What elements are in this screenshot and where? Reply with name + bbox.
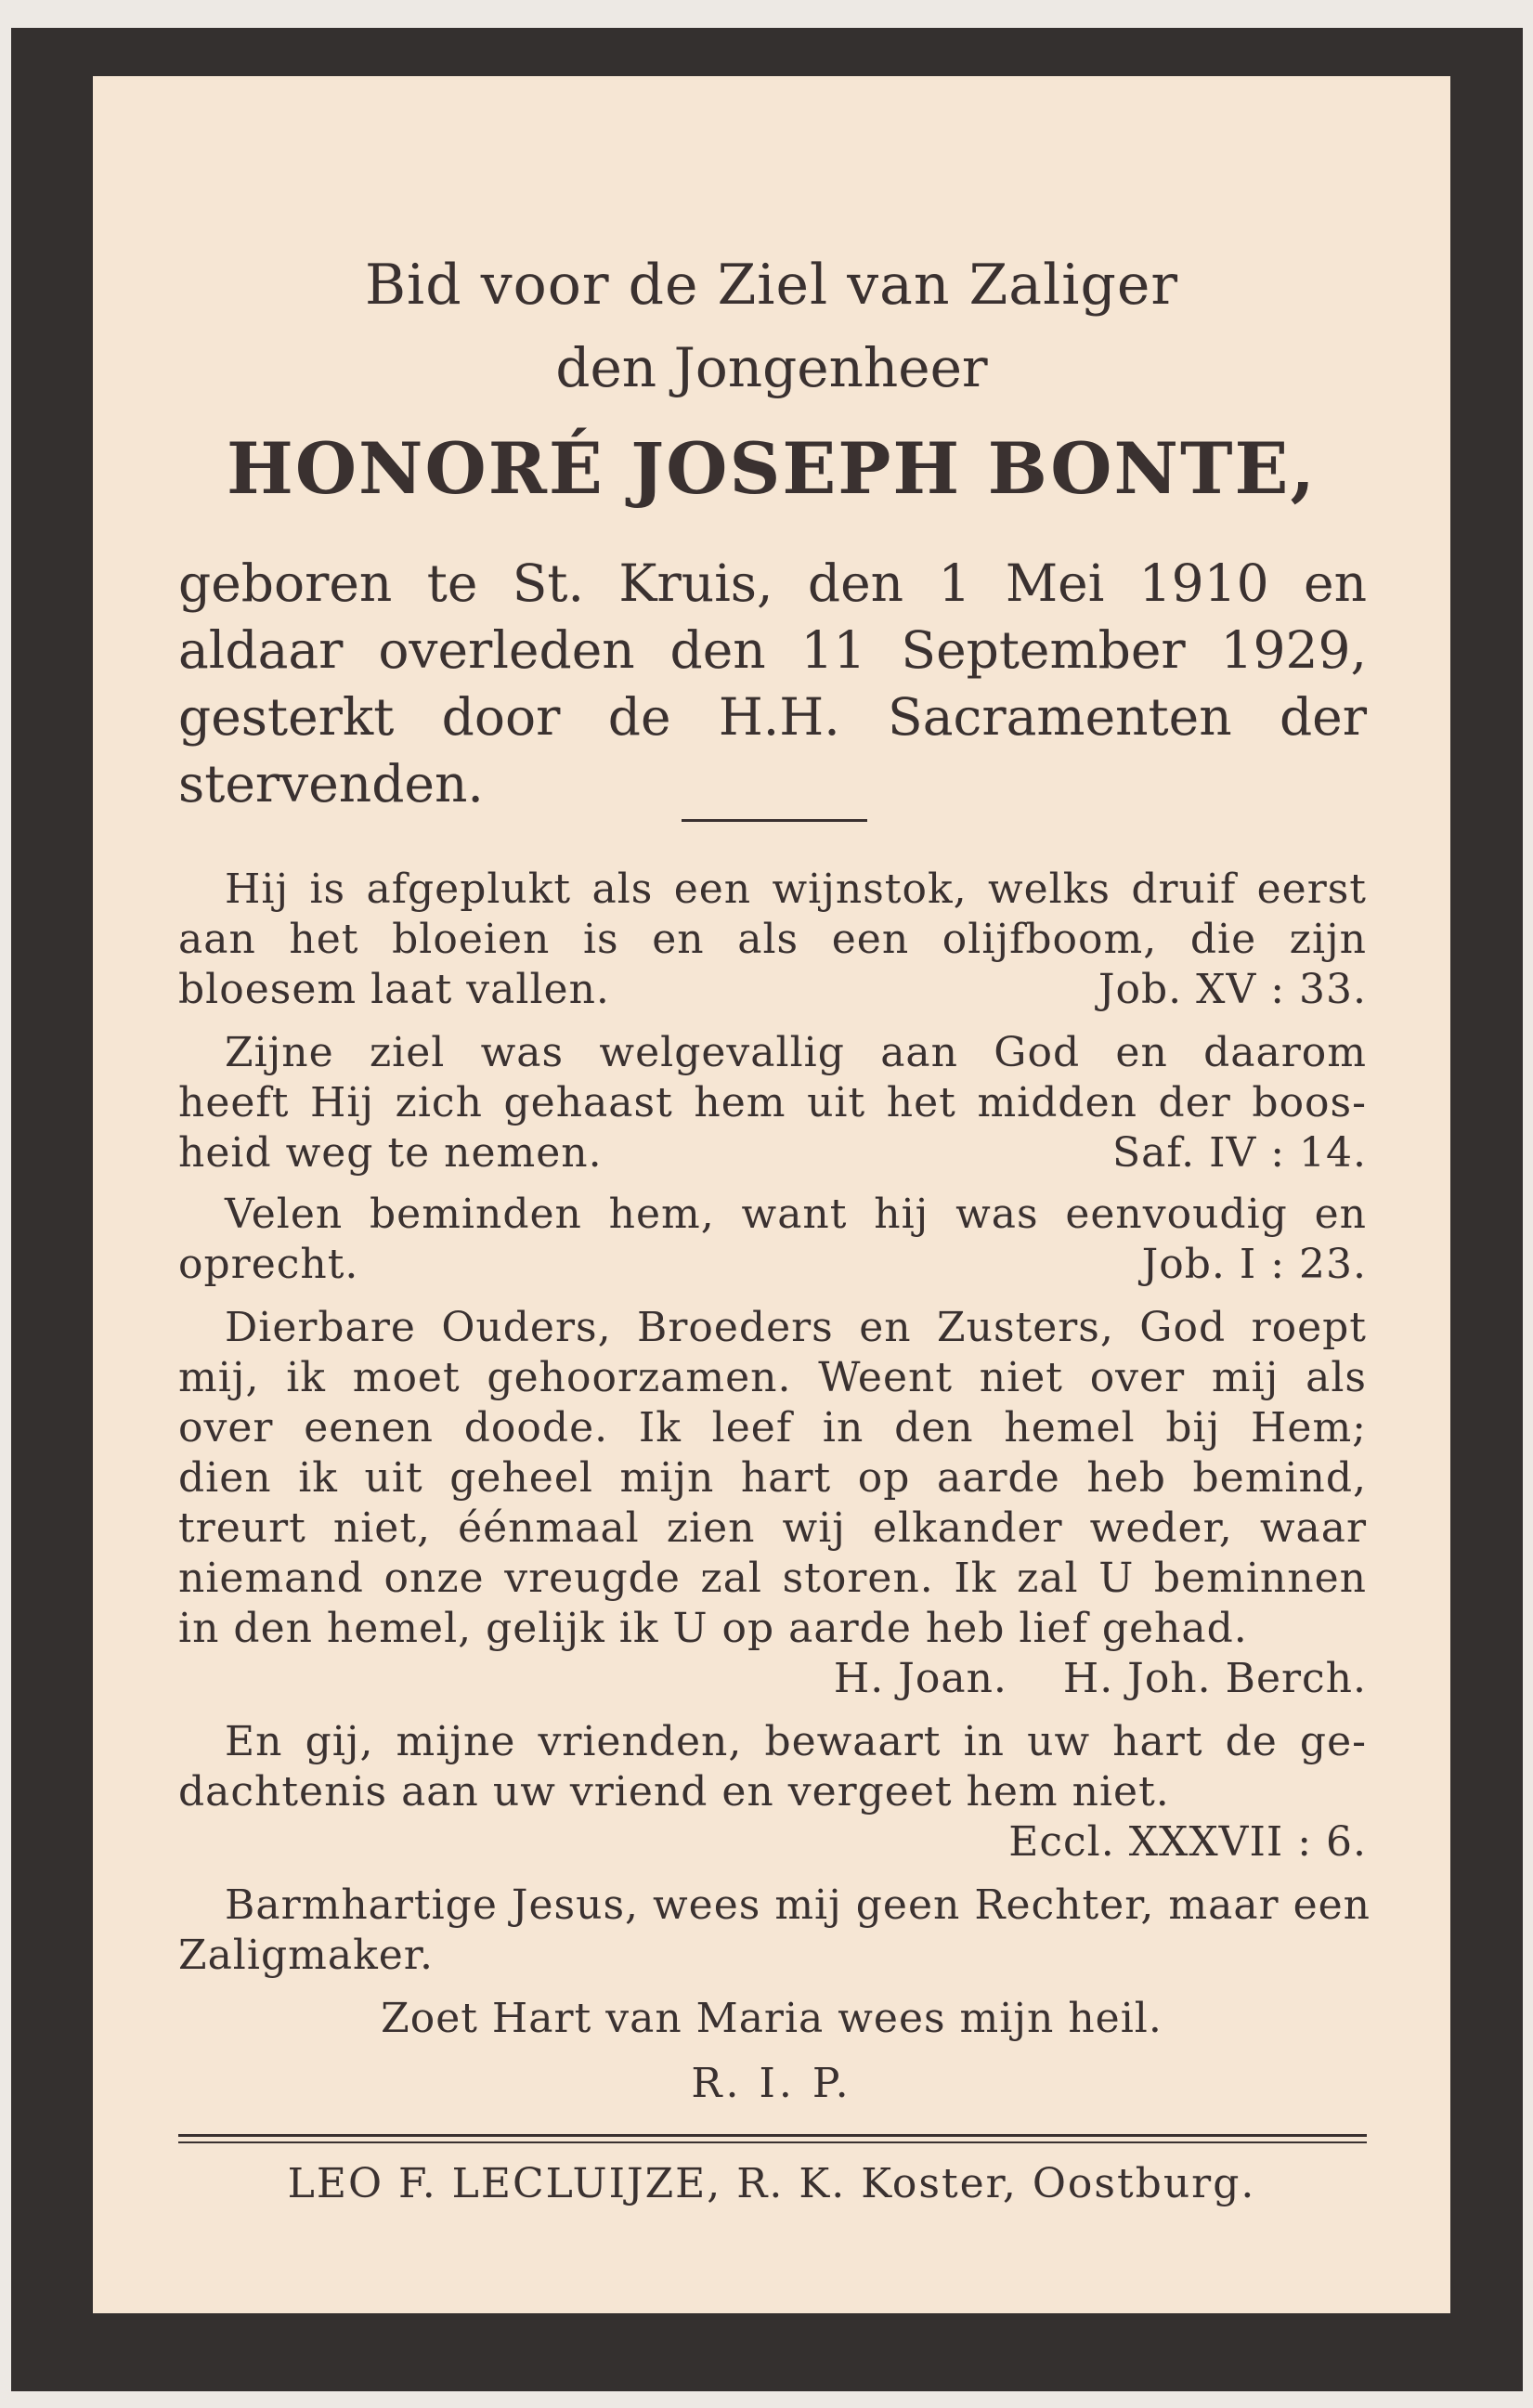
intro-line: geboren te St. Kruis, den 1 Mei 1910 en — [178, 553, 1367, 613]
deceased-name: HONORÉ JOSEPH BONTE, — [227, 427, 1317, 510]
verse-line: over eenen doode. Ik leef in den hemel bij Hem; — [178, 1404, 1367, 1451]
verse-line: dien ik uit geheel mijn hart op aarde heb bemind, — [178, 1454, 1367, 1502]
verse-line: oprecht. — [178, 1241, 359, 1288]
prayer-line: Barmhartige Jesus, wees mij geen Rechter, maar een — [225, 1881, 1371, 1929]
verse-line: niemand onze vreugde zal storen. Ik zal U beminnen — [178, 1555, 1367, 1602]
prayer-closing: Zoet Hart van Maria wees mijn heil. — [381, 1995, 1163, 2042]
verse-line: heeft Hij zich gehaast hem uit het midden der boos- — [178, 1079, 1367, 1126]
verse-line: heid weg te nemen. — [178, 1129, 603, 1177]
verse-line: treurt niet, éénmaal zien wij elkander weder, waar — [178, 1504, 1367, 1552]
verse-line: Zijne ziel was welgevallig aan God en daarom — [225, 1029, 1367, 1076]
verse-line: En gij, mijne vrienden, bewaart in uw hart de ge- — [225, 1718, 1367, 1765]
verse-line: Velen beminden hem, want hij was eenvoudig en — [225, 1191, 1367, 1238]
verse-reference: H. Joan. H. Joh. Berch. — [833, 1655, 1367, 1702]
divider-long — [178, 2134, 1367, 2137]
intro-line: stervenden. — [178, 754, 484, 814]
header-line-2: den Jongenheer — [555, 336, 988, 399]
verse-reference: Eccl. XXXVII : 6. — [1008, 1818, 1367, 1866]
verse-reference: Saf. IV : 14. — [1112, 1129, 1367, 1177]
rip-text: R. I. P. — [691, 2060, 852, 2107]
verse-line: Hij is afgeplukt als een wijnstok, welks druif eerst — [225, 866, 1367, 913]
verse-line: in den hemel, gelijk ik U op aarde heb lief gehad. — [178, 1605, 1248, 1652]
card-paper — [93, 76, 1450, 2313]
intro-line: aldaar overleden den 11 September 1929, — [178, 620, 1367, 680]
verse-line: aan het bloeien is en als een olijfboom, die zijn — [178, 916, 1367, 963]
verse-line: dachtenis aan uw vriend en vergeet hem niet. — [178, 1768, 1170, 1816]
verse-reference: Job. XV : 33. — [1098, 966, 1367, 1013]
verse-reference: Job. I : 23. — [1141, 1241, 1367, 1288]
divider-long-second — [178, 2141, 1367, 2143]
verse-line: bloesem laat vallen. — [178, 966, 610, 1013]
prayer-line: Zaligmaker. — [178, 1932, 434, 1979]
verse-line: Dierbare Ouders, Broeders en Zusters, God roept — [225, 1304, 1367, 1351]
divider-short — [682, 819, 867, 822]
intro-line: gesterkt door de H.H. Sacramenten der — [178, 687, 1367, 747]
header-line-1: Bid voor de Ziel van Zaliger — [364, 253, 1179, 318]
printer-credit: LEO F. LECLUIJZE, R. K. Koster, Oostburg. — [287, 2160, 1256, 2207]
verse-line: mij, ik moet gehoorzamen. Weent niet over mij als — [178, 1354, 1367, 1401]
